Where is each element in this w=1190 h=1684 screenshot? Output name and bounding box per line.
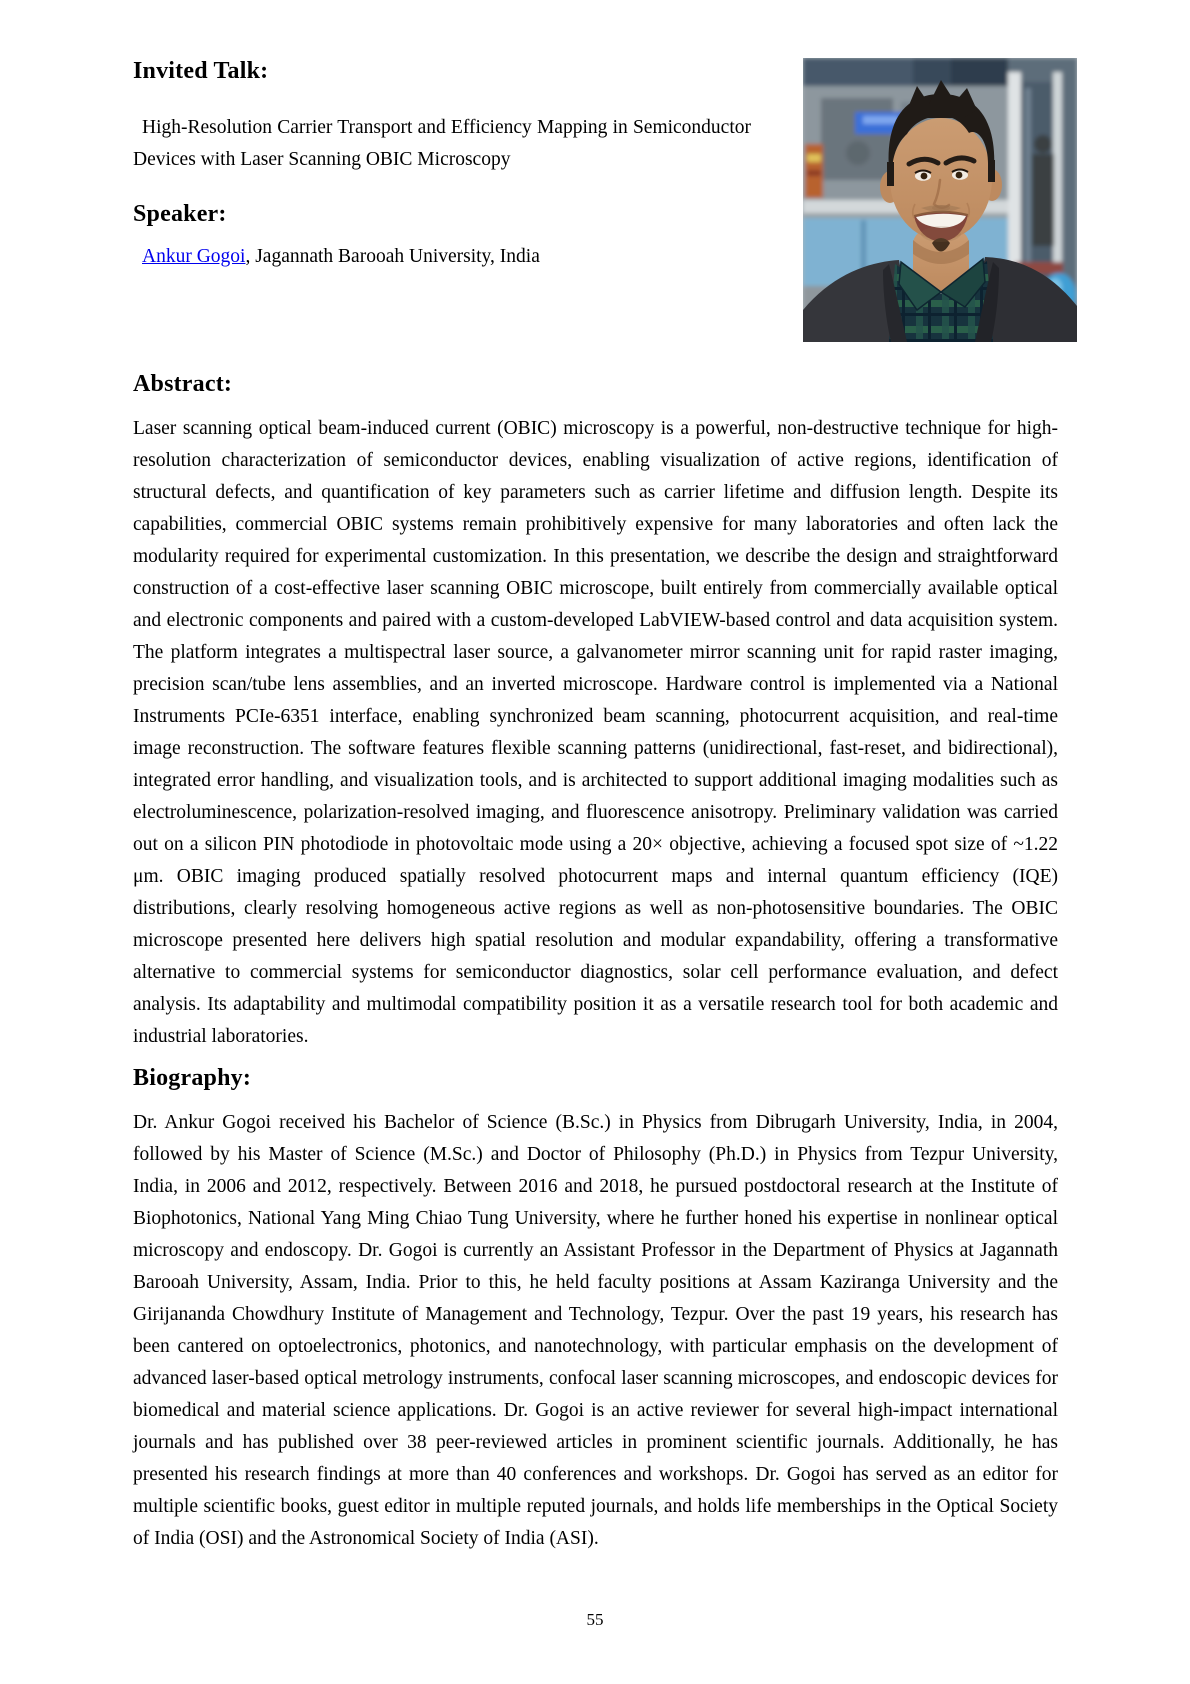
speaker-affiliation: , Jagannath Barooah University, India bbox=[245, 246, 540, 267]
invited-talk-heading: Invited Talk: bbox=[133, 58, 269, 84]
biography-text: Dr. Ankur Gogoi received his Bachelor of Science (B.Sc.) in Physics from Dibrugarh University, India, in 2004, followed by his Master of Science (M.Sc.) and Doctor of Philosophy (Ph.D.) in Physics from Tezpur University, India, in 2006 and 2012, respectively. Between 2016 and 2018, he pursued postdoctoral research at the Institute of Biophotonics, National Yang Ming Chiao Tung University, where he further honed his expertise in nonlinear optical microscopy and endoscopy. Dr. Gogoi is currently an Assistant Professor in the Department of Physics at Jagannath Barooah University, Assam, India. Prior to this, he held faculty positions at Assam Kaziranga University and the Girijananda Chowdhury Institute of Management and Technology, Tezpur. Over the past 19 years, his research has been cantered on optoelectronics, photonics, and nanotechnology, with particular emphasis on the development of advanced laser-based optical metrology instruments, confocal laser scanning microscopes, and endoscopic devices for biomedical and material science applications. Dr. Gogoi is an active reviewer for several high-impact international journals and has published over 38 peer-reviewed articles in prominent scientific journals. Additionally, he has presented his research findings at more than 40 conferences and workshops. Dr. Gogoi has served as an editor for multiple scientific books, guest editor in multiple reputed journals, and holds life memberships in the Optical Society of India (OSI) and the Astronomical Society of India (ASI). bbox=[133, 1112, 1058, 1549]
biography-heading: Biography: bbox=[133, 1065, 252, 1091]
speaker-heading: Speaker: bbox=[133, 201, 227, 227]
speaker-photo bbox=[803, 58, 1077, 342]
abstract-heading: Abstract: bbox=[133, 371, 233, 397]
page-number: 55 bbox=[586, 1610, 604, 1629]
abstract-text: Laser scanning optical beam-induced current (OBIC) microscopy is a powerful, non-destructive technique for high-resolution characterization of semiconductor devices, enabling visualization of active regions, identification of structural defects, and quantification of key parameters such as carrier lifetime and diffusion length. Despite its capabilities, commercial OBIC systems remain prohibitively expensive for many laboratories and often lack the modularity required for experimental customization. In this presentation, we describe the design and straightforward construction of a cost-effective laser scanning OBIC microscope, built entirely from commercially available optical and electronic components and paired with a custom-developed LabVIEW-based control and data acquisition system. The platform integrates a multispectral laser source, a galvanometer mirror scanning unit for rapid raster imaging, precision scan/tube lens assemblies, and an inverted microscope. Hardware control is implemented via a National Instruments PCIe-6351 interface, enabling synchronized beam scanning, photocurrent acquisition, and real-time image reconstruction. The software features flexible scanning patterns (unidirectional, fast-reset, and bidirectional), integrated error handling, and visualization tools, and is architected to support additional imaging modalities such as electroluminescence, polarization-resolved imaging, and fluorescence anisotropy. Preliminary validation was carried out on a silicon PIN photodiode in photovoltaic mode using a 20× objective, achieving a focused spot size of ~1.22 μm. OBIC imaging produced spatially resolved photocurrent maps and internal quantum efficiency (IQE) distributions, clearly resolving homogeneous active regions as well as non-photosensitive boundaries. The OBIC microscope presented here delivers high spatial resolution and modular expandability, offering a transformative alternative to commercial systems for semiconductor diagnostics, solar cell performance evaluation, and defect analysis. Its adaptability and multimodal compatibility position it as a versatile research tool for both academic and industrial laboratories. bbox=[133, 418, 1058, 1047]
speaker-name-link[interactable]: Ankur Gogoi bbox=[142, 246, 246, 267]
talk-title: High-Resolution Carrier Transport and Efficiency Mapping in Semiconductor Devices with Laser Scanning OBIC Microscopy bbox=[133, 117, 751, 170]
